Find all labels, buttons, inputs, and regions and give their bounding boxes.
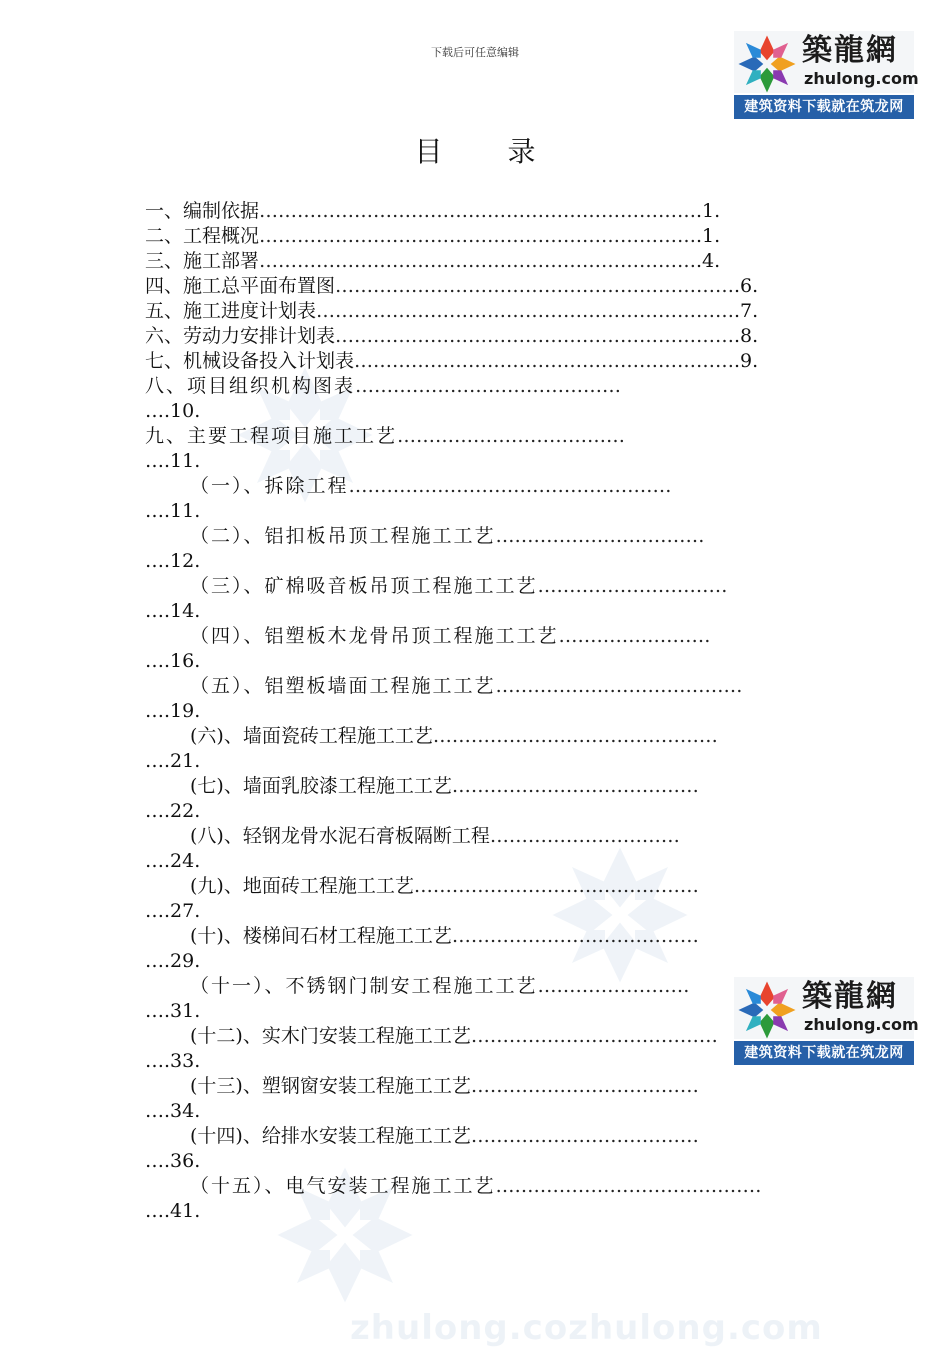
- toc-entry-continuation: [145, 1199, 825, 1224]
- toc-entry-label: （三）、矿棉吸音板吊顶工程施工工艺: [190, 575, 538, 597]
- toc-entry: [145, 874, 825, 899]
- toc-entry: [145, 824, 825, 849]
- toc-entry: [145, 1024, 825, 1049]
- toc-leader-dots: ……………………………………………………………: [259, 225, 697, 247]
- toc-entry-continuation: [145, 599, 825, 624]
- toc-entry-continuation: [145, 1049, 825, 1074]
- toc-leader-dots: ……………………………………………………………: [259, 200, 697, 222]
- toc-entry-label: （十五）、电气安装工程施工工艺: [190, 1175, 496, 1197]
- toc-page-number: ….10.: [145, 400, 201, 422]
- toc-entry: [145, 424, 825, 449]
- toc-page-number: ….14.: [145, 600, 201, 622]
- toc-page-number: ….24.: [145, 850, 201, 872]
- toc-entry-label: （五）、铝塑板墙面工程施工工艺: [190, 675, 496, 697]
- toc-entry: [145, 199, 825, 224]
- toc-leader-dots: ………………………………………………………: [335, 325, 735, 347]
- toc-entry: [145, 574, 825, 599]
- toc-entry-label: (十二)、实木门安装工程施工工艺: [190, 1025, 471, 1047]
- toc-entry-label: 一、编制依据: [145, 200, 260, 222]
- toc-entry-label: 二、工程概况: [145, 225, 260, 247]
- zhulong-logo-icon: [736, 33, 798, 95]
- toc-page-number: ….12.: [145, 550, 201, 572]
- toc-entry-label: （十一）、不锈钢门制安工程施工工艺: [190, 975, 538, 997]
- toc-leader-dots: ………………………………………: [413, 875, 699, 897]
- toc-page-number: ….34.: [145, 1100, 201, 1122]
- toc-leader-dots: ……………………: [537, 975, 690, 997]
- toc-entry-continuation: [145, 499, 825, 524]
- toc-leader-dots: ……………………………………: [355, 375, 622, 397]
- toc-entry: [145, 274, 825, 299]
- toc-leader-dots: ……………………………………………………………: [259, 250, 697, 272]
- toc-leader-dots: …………………………………: [470, 1025, 718, 1047]
- toc-entry-continuation: [145, 649, 825, 674]
- toc-leader-dots: ………………………………: [397, 425, 626, 447]
- logo-slogan: 建筑资料下载就在筑龙网: [734, 95, 914, 119]
- toc-page-number: ….33.: [145, 1050, 201, 1072]
- toc-entry-label: 四、施工总平面布置图: [145, 275, 336, 297]
- table-of-contents: [145, 199, 825, 1224]
- toc-page-number: ….36.: [145, 1150, 201, 1172]
- toc-page-number: .7.: [734, 300, 759, 322]
- toc-entry-label: 七、机械设备投入计划表: [145, 350, 355, 372]
- logo-domain: zhulong.com: [804, 1015, 919, 1034]
- toc-page-number: ….21.: [145, 750, 201, 772]
- toc-entry-continuation: [145, 1099, 825, 1124]
- toc-entry-label: (七)、墙面乳胶漆工程施工工艺: [190, 775, 452, 797]
- toc-leader-dots: ……………………: [558, 625, 711, 647]
- toc-entry-continuation: [145, 999, 825, 1024]
- toc-entry: [145, 374, 825, 399]
- toc-entry-continuation: [145, 849, 825, 874]
- toc-leader-dots: ………………………………………………………: [335, 275, 735, 297]
- toc-leader-dots: …………………………………: [451, 775, 699, 797]
- toc-page-number: ….19.: [145, 700, 201, 722]
- toc-page-number: ….22.: [145, 800, 201, 822]
- toc-entry: [145, 724, 825, 749]
- toc-entry-label: (九)、地面砖工程施工工艺: [190, 875, 414, 897]
- toc-leader-dots: …………………………………: [495, 675, 743, 697]
- toc-entry: [145, 1174, 825, 1199]
- toc-entry-label: (十)、楼梯间石材工程施工工艺: [190, 925, 452, 947]
- toc-page-number: ….11.: [145, 500, 201, 522]
- toc-page-number: .6.: [734, 275, 759, 297]
- toc-entry-label: 九、主要工程项目施工工艺: [145, 425, 398, 447]
- toc-entry: [145, 324, 825, 349]
- toc-page-number: ….27.: [145, 900, 201, 922]
- toc-entry-label: (十四)、给排水安装工程施工工艺: [190, 1125, 471, 1147]
- toc-entry: [145, 974, 825, 999]
- toc-entry-label: 三、施工部署: [145, 250, 260, 272]
- toc-page-number: ….31.: [145, 1000, 201, 1022]
- toc-entry: [145, 924, 825, 949]
- toc-entry-label: 八、项目组织机构图表: [145, 375, 356, 397]
- toc-entry-continuation: [145, 449, 825, 474]
- toc-page-number: .1.: [696, 225, 721, 247]
- toc-entry: [145, 524, 825, 549]
- toc-leader-dots: ……………………………………: [495, 1175, 762, 1197]
- toc-entry-label: (八)、轻钢龙骨水泥石膏板隔断工程: [190, 825, 490, 847]
- toc-entry-continuation: [145, 699, 825, 724]
- toc-entry: [145, 674, 825, 699]
- toc-page-number: .8.: [734, 325, 759, 347]
- toc-leader-dots: …………………………: [489, 825, 680, 847]
- toc-entry-continuation: [145, 1149, 825, 1174]
- toc-leader-dots: …………………………: [537, 575, 728, 597]
- toc-leader-dots: ………………………………………: [432, 725, 718, 747]
- toc-entry-continuation: [145, 749, 825, 774]
- toc-entry: [145, 349, 825, 374]
- toc-leader-dots: ……………………………: [495, 525, 705, 547]
- toc-page-number: ….11.: [145, 450, 201, 472]
- toc-page-number: .4.: [696, 250, 721, 272]
- toc-leader-dots: ………………………………: [470, 1075, 699, 1097]
- toc-entry-continuation: [145, 399, 825, 424]
- toc-entry-continuation: [145, 899, 825, 924]
- zhulong-logo-top: [734, 31, 919, 121]
- toc-entry-label: (六)、墙面瓷砖工程施工工艺: [190, 725, 433, 747]
- toc-page-number: ….29.: [145, 950, 201, 972]
- toc-entry: [145, 1074, 825, 1099]
- toc-entry: [145, 249, 825, 274]
- header-note: 下载后可任意编辑: [431, 46, 519, 59]
- toc-page-number: .9.: [734, 350, 759, 372]
- toc-leader-dots: ………………………………: [470, 1125, 699, 1147]
- toc-entry: [145, 224, 825, 249]
- logo-name: 築龍網: [802, 979, 898, 1014]
- toc-leader-dots: ……………………………………………………: [354, 350, 735, 372]
- toc-leader-dots: …………………………………: [451, 925, 699, 947]
- toc-entry: [145, 474, 825, 499]
- toc-entry-label: (十三)、塑钢窗安装工程施工工艺: [190, 1075, 471, 1097]
- toc-page-number: ….41.: [145, 1200, 201, 1222]
- toc-page-number: ….16.: [145, 650, 201, 672]
- toc-entry-continuation: [145, 549, 825, 574]
- toc-page-number: .1.: [696, 200, 721, 222]
- toc-entry-label: 六、劳动力安排计划表: [145, 325, 336, 347]
- toc-entry-continuation: [145, 949, 825, 974]
- toc-entry: [145, 299, 825, 324]
- toc-entry-label: （四）、铝塑板木龙骨吊顶工程施工工艺: [190, 625, 559, 647]
- logo-slogan: 建筑资料下载就在筑龙网: [734, 1041, 914, 1065]
- logo-name: 築龍網: [802, 33, 898, 68]
- toc-entry-label: （一）、拆除工程: [190, 475, 349, 497]
- watermark-text: zhulong.cozhulong.com: [350, 1308, 823, 1348]
- toc-entry: [145, 624, 825, 649]
- toc-leader-dots: …………………………………………………………: [316, 300, 735, 322]
- toc-entry-label: （二）、铝扣板吊顶工程施工工艺: [190, 525, 496, 547]
- logo-domain: zhulong.com: [804, 69, 919, 88]
- toc-entry-continuation: [145, 799, 825, 824]
- toc-leader-dots: ……………………………………………: [348, 475, 672, 497]
- toc-entry: [145, 774, 825, 799]
- toc-entry: [145, 1124, 825, 1149]
- page-title: 目 录: [414, 135, 564, 168]
- toc-entry-label: 五、施工进度计划表: [145, 300, 317, 322]
